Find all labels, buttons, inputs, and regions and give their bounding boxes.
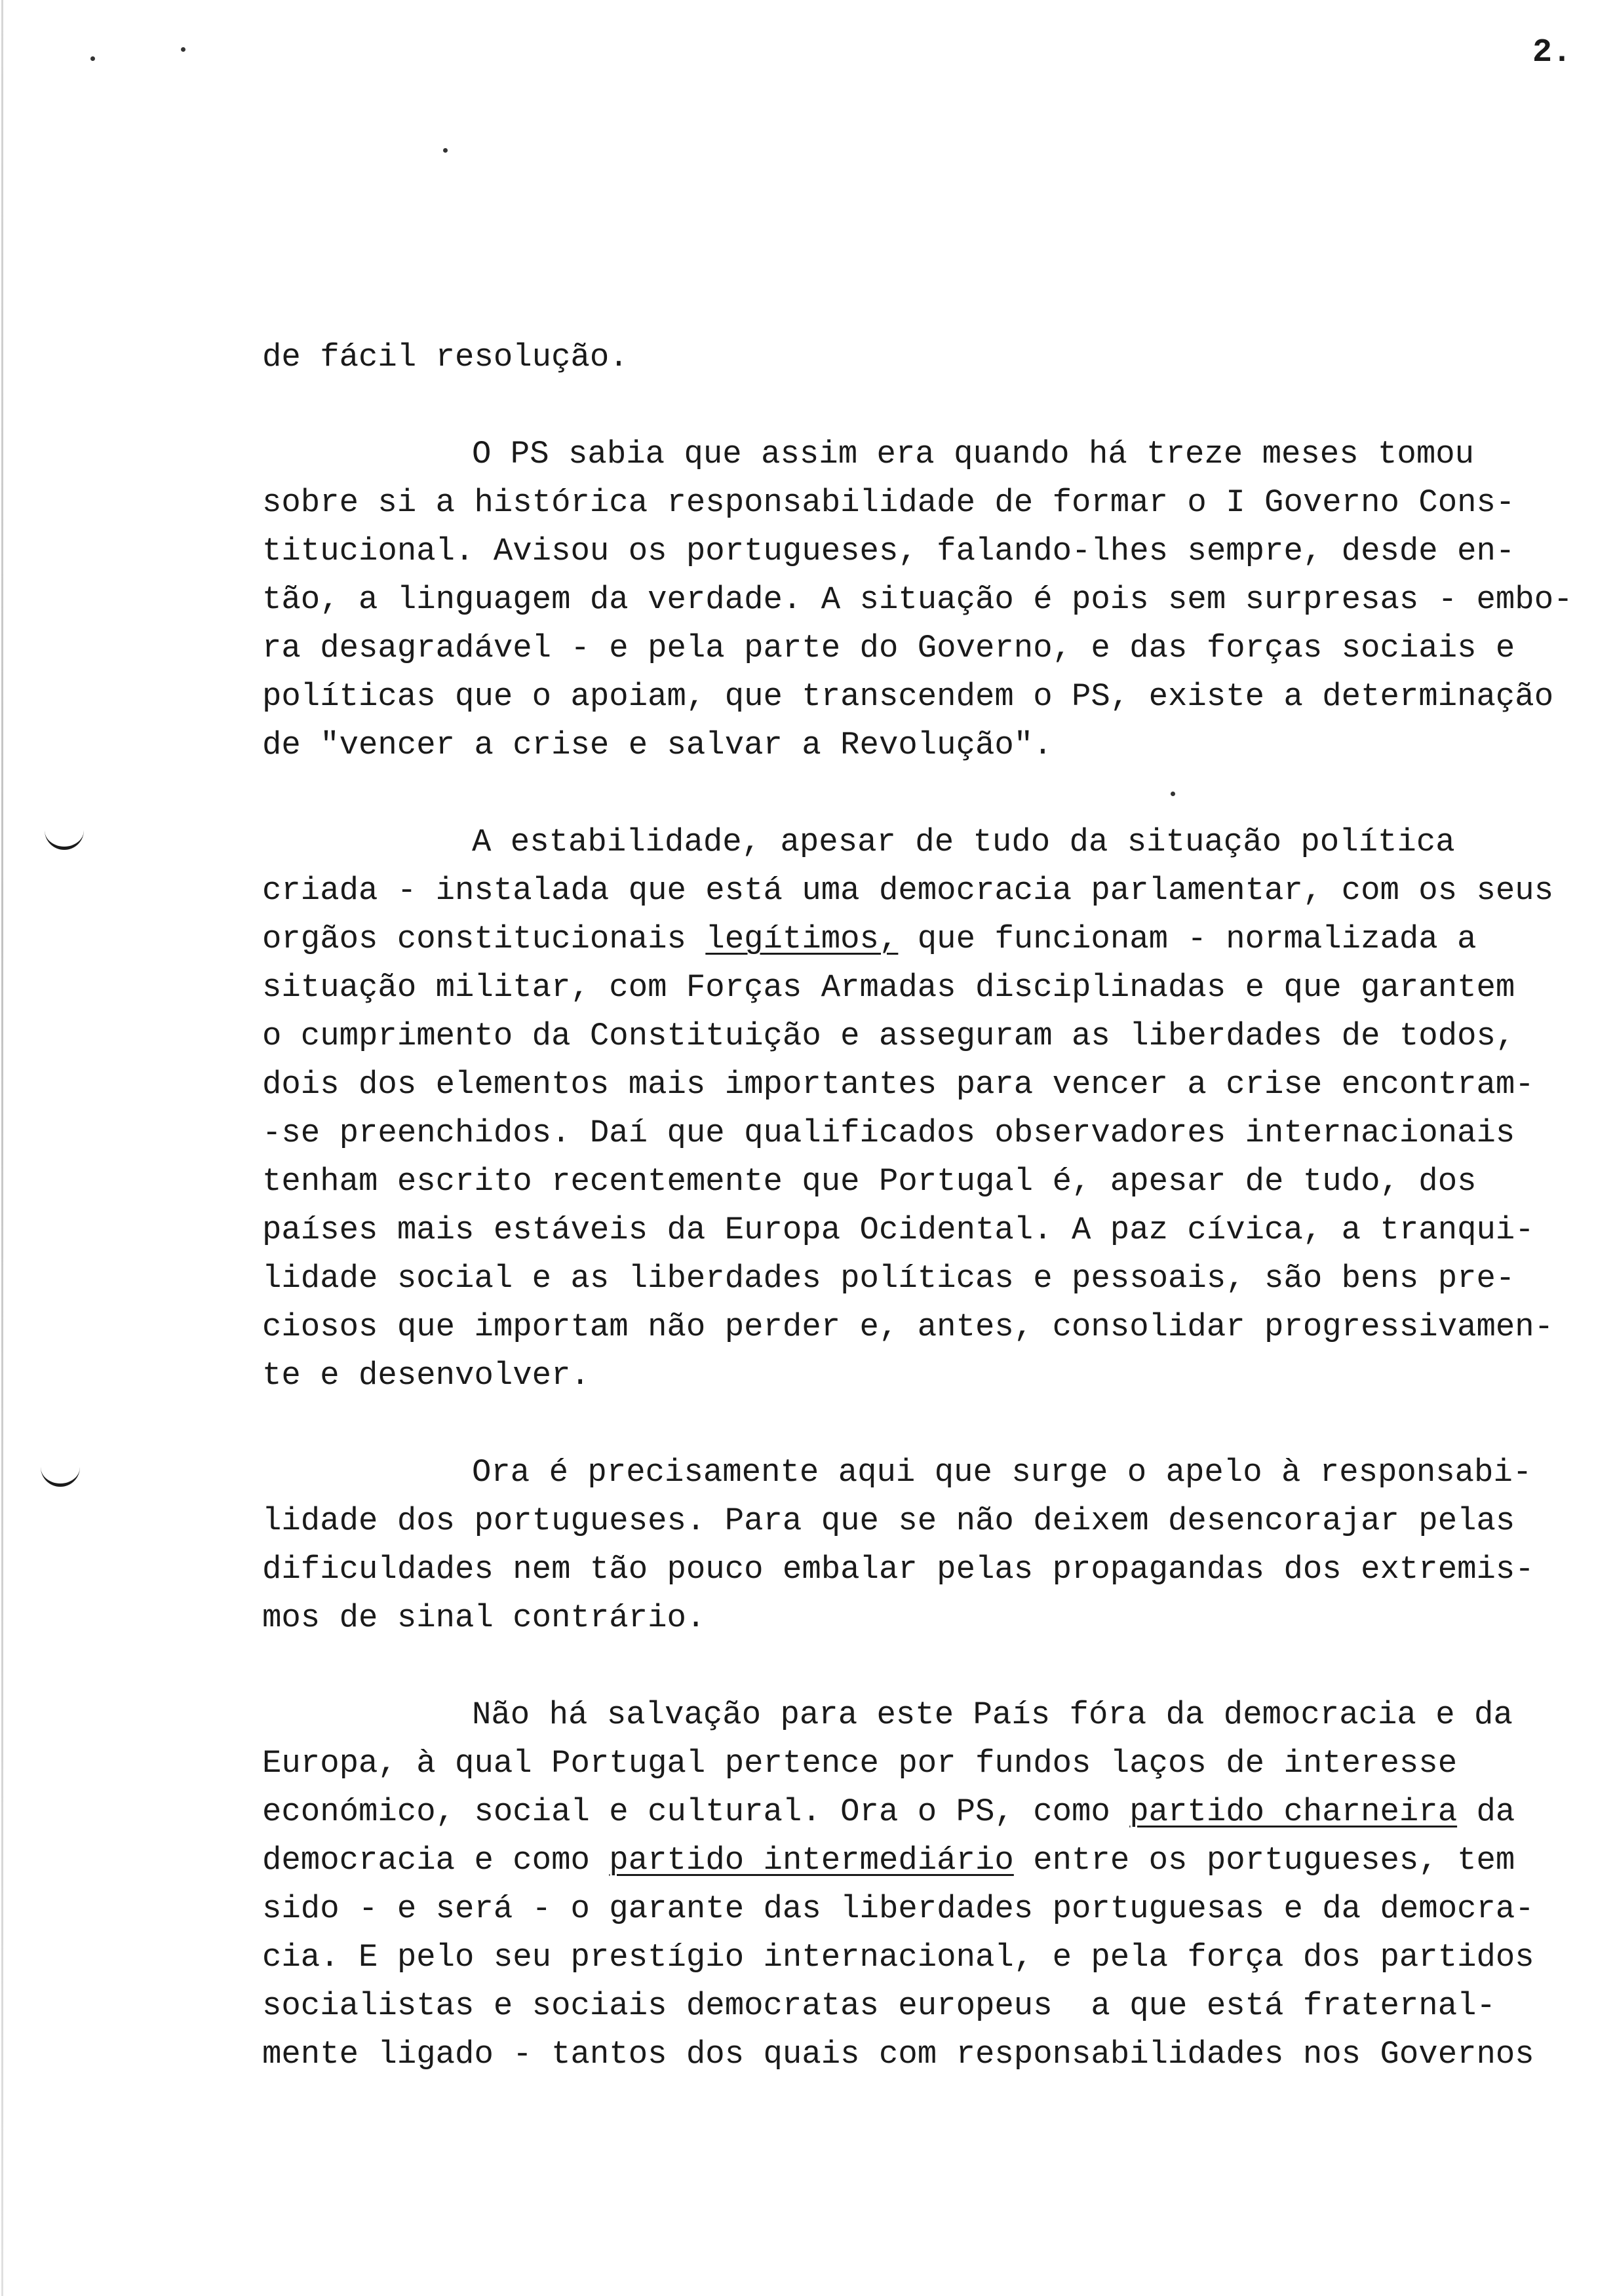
- underlined-text: partido charneira: [1129, 1793, 1458, 1830]
- text-line: sido - e será - o garante das liberdades portuguesas e da democra-: [262, 1890, 1534, 1927]
- text-line: [262, 1836, 1573, 1885]
- text-line: sobre si a histórica responsabilidade de formar o I Governo Cons-: [262, 484, 1515, 521]
- underlined-text: legítimos,: [705, 921, 899, 957]
- text-line: de fácil resolução.: [262, 339, 629, 375]
- text-line: A estabilidade, apesar de tudo da situação política: [472, 824, 1455, 860]
- text-line: [262, 915, 1573, 963]
- text-line: Ora é precisamente aqui que surge o apelo à responsabi-: [472, 1454, 1532, 1491]
- text-line: criada - instalada que está uma democracia parlamentar, com os seus: [262, 872, 1554, 909]
- text-line: [262, 1788, 1573, 1836]
- text-line: situação militar, com Forças Armadas disciplinadas e que garantem: [262, 969, 1515, 1006]
- paragraph-gap: [262, 769, 1573, 818]
- text-segment: que funcionam - normalizada a: [898, 921, 1477, 957]
- text-line: tão, a linguagem da verdade. A situação é pois sem surpresas - embo-: [262, 581, 1573, 618]
- speck: [181, 47, 185, 52]
- text-line: O PS sabia que assim era quando há treze meses tomou: [472, 436, 1475, 472]
- text-line: tenham escrito recentemente que Portugal é, apesar de tudo, dos: [262, 1163, 1477, 1200]
- text-segment: económico, social e cultural. Ora o PS, como: [262, 1793, 1130, 1830]
- text-line: ra desagradável - e pela parte do Governo, e das forças sociais e: [262, 630, 1515, 666]
- paragraph-gap: [262, 381, 1573, 430]
- text-line: dificuldades nem tão pouco embalar pelas propagandas dos extremis-: [262, 1551, 1534, 1588]
- text-line: socialistas e sociais democratas europeus a que está fraternal-: [262, 1987, 1496, 2024]
- text-line: o cumprimento da Constituição e asseguram as liberdades de todos,: [262, 1018, 1515, 1054]
- text-line: Europa, à qual Portugal pertence por fundos laços de interesse: [262, 1745, 1458, 1782]
- text-line: dois dos elementos mais importantes para vencer a crise encontram-: [262, 1066, 1534, 1103]
- text-segment: da: [1457, 1793, 1515, 1830]
- text-line: Não há salvação para este País fóra da democracia e da: [472, 1696, 1513, 1733]
- text-line: países mais estáveis da Europa Ocidental. A paz cívica, a tranqui-: [262, 1212, 1534, 1248]
- margin-mark: [41, 1464, 80, 1487]
- text-line: de "vencer a crise e salvar a Revolução".: [262, 727, 1053, 763]
- page-number: 2.: [1532, 34, 1572, 71]
- text-line: titucional. Avisou os portugueses, falando-lhes sempre, desde en-: [262, 533, 1515, 569]
- body-text: [262, 333, 1573, 2078]
- text-line: mente ligado - tantos dos quais com responsabilidades nos Governos: [262, 2036, 1534, 2073]
- text-line: te e desenvolver.: [262, 1357, 590, 1394]
- text-line: lidade social e as liberdades políticas e pessoais, são bens pre-: [262, 1260, 1515, 1297]
- text-line: cia. E pelo seu prestígio internacional, e pela força dos partidos: [262, 1939, 1534, 1976]
- text-segment: orgãos constitucionais: [262, 921, 706, 957]
- text-line: lidade dos portugueses. Para que se não deixem desencorajar pelas: [262, 1502, 1515, 1539]
- text-line: -se preenchidos. Daí que qualificados observadores internacionais: [262, 1115, 1515, 1151]
- text-line: mos de sinal contrário.: [262, 1599, 706, 1636]
- margin-mark: [45, 827, 84, 850]
- text-segment: entre os portugueses, tem: [1013, 1842, 1515, 1879]
- speck: [90, 56, 95, 61]
- paragraph-gap: [262, 1642, 1573, 1691]
- speck: [443, 148, 448, 153]
- text-segment: democracia e como: [262, 1842, 610, 1879]
- text-line: ciosos que importam não perder e, antes, consolidar progressivamen-: [262, 1309, 1554, 1345]
- underlined-text: partido intermediário: [609, 1842, 1014, 1879]
- text-line: políticas que o apoiam, que transcendem o PS, existe a determinação: [262, 678, 1554, 715]
- binding-edge: [1, 0, 3, 2296]
- paragraph-gap: [262, 1400, 1573, 1448]
